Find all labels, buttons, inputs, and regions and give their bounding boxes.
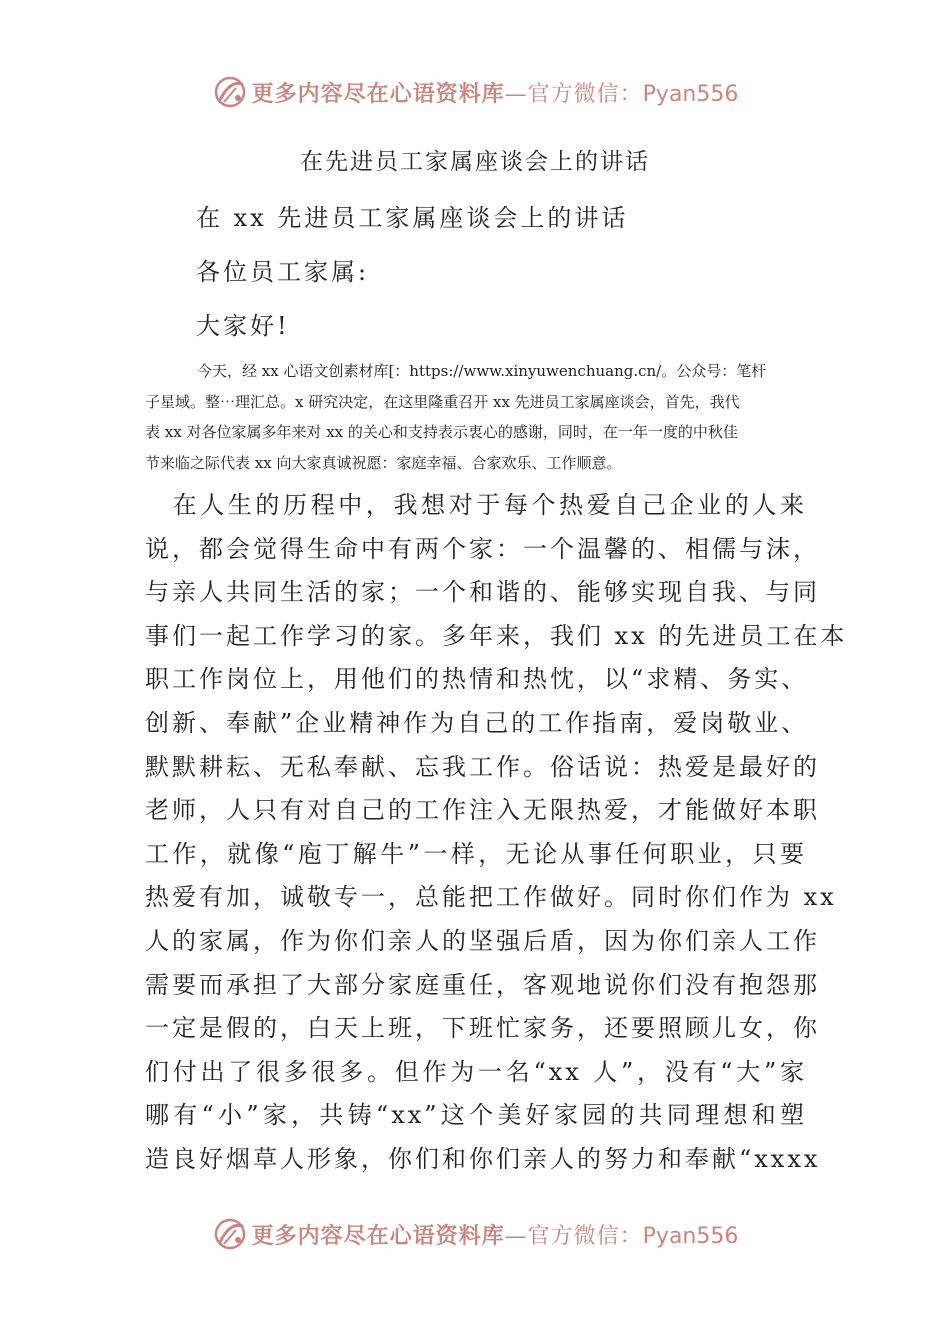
body-line: 在人生的历程中，我想对于每个热爱自己企业的人来 — [145, 491, 807, 519]
header-watermark-banner — [0, 70, 950, 114]
watermark-dash: — — [504, 81, 528, 107]
body-line: 工作，就像“庖丁解牛”一样，无论从事任何职业，只要 — [145, 839, 807, 868]
watermark-text — [252, 77, 739, 108]
body-line: 老师，人只有对自己的工作注入无限热爱，才能做好本职 — [145, 796, 820, 825]
watermark-wechat-id: Pyan556 — [642, 81, 739, 107]
body-line: 与亲人共同生活的家；一个和谐的、能够实现自我、与同 — [145, 578, 820, 607]
brand-logo-icon — [212, 74, 248, 110]
small-print-line: 表 xx 对各位家属多年来对 xx 的关心和支持表示衷心的感谢，同时，在一年一度的中秋佳 — [145, 423, 738, 441]
body-line: 人的家属，作为你们亲人的坚强后盾，因为你们亲人工作 — [145, 926, 820, 955]
body-line: 们付出了很多很多。但作为一名“xx 人”，没有“大”家 — [145, 1057, 807, 1086]
body-line: 事们一起工作学习的家。多年来，我们 xx 的先进员工在本 — [145, 621, 848, 650]
body-line: 创新、奉献”企业精神作为自己的工作指南，爱岗敬业、 — [145, 708, 809, 737]
document-subtitle: 在 xx 先进员工家属座谈会上的讲话 — [196, 204, 629, 232]
body-line: 职工作岗位上，用他们的热情和热忱，以“求精、务实、 — [145, 665, 809, 694]
body-line: 默默耕耘、无私奉献、忘我工作。俗话说：热爱是最好的 — [145, 752, 820, 781]
body-line: 说，都会觉得生命中有两个家：一个温馨的、相儒与沫， — [145, 534, 820, 563]
document-title: 在先进员工家属座谈会上的讲话 — [300, 149, 650, 175]
small-print-line: 今天，经 xx 心语文创素材库[：https://www.xinyuwenchuang.cn/。公众号：笔杆 — [197, 362, 767, 380]
body-line: 造良好烟草人形象，你们和你们亲人的努力和奉献“xxxx — [145, 1144, 821, 1173]
watermark-main-text: 更多内容尽在心语资料库 — [251, 1222, 505, 1249]
small-print-line: 子星域。整⋯理汇总。x 研究决定，在这里隆重召开 xx 先进员工家属座谈会，首先，我代 — [145, 392, 740, 411]
body-paragraph — [145, 484, 848, 1182]
greeting: 大家好! — [196, 312, 290, 340]
watermark-text — [252, 1219, 739, 1250]
watermark-main-text: 更多内容尽在心语资料库 — [251, 80, 505, 107]
watermark-wechat-label: 官方微信： — [527, 81, 643, 107]
footer-watermark-banner — [0, 1212, 950, 1256]
small-print-paragraph — [145, 356, 807, 478]
watermark-wechat-id: Pyan556 — [642, 1223, 739, 1249]
brand-logo-icon — [212, 1216, 248, 1252]
body-line: 哪有“小”家，共铸“xx”这个美好家园的共同理想和塑 — [145, 1101, 807, 1130]
body-line: 需要而承担了大部分家庭重任，客观地说你们没有抱怨那 — [145, 970, 820, 999]
body-line: 热爱有加，诚敬专一，总能把工作做好。同时你们作为 xx — [145, 883, 837, 912]
body-line: 一定是假的，白天上班，下班忙家务，还要照顾儿女，你 — [145, 1014, 820, 1043]
watermark-wechat-label: 官方微信： — [527, 1223, 643, 1249]
watermark-dash: — — [504, 1223, 528, 1249]
small-print-line: 节来临之际代表 xx 向大家真诚祝愿：家庭幸福、合家欢乐、工作顺意。 — [145, 453, 622, 472]
salutation: 各位员工家属: — [196, 258, 370, 286]
